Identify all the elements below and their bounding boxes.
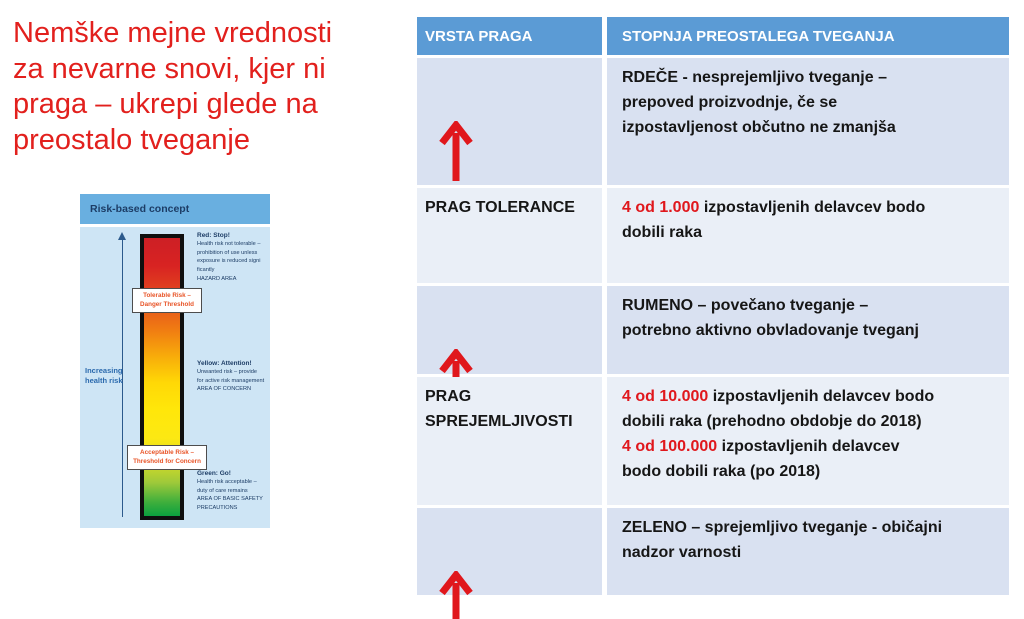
annotation-green-go bbox=[197, 470, 267, 513]
slide-title: Nemške mejne vrednosti za nevarne snovi, kjer ni praga – ukrepi glede na preostalo tveganje bbox=[13, 17, 333, 156]
risk-text: izpostavljenih delavcev bodo dobili raka bbox=[622, 199, 926, 241]
risk-text: RUMENO – povečano tveganje – potrebno aktivno obvladovanje tveganj bbox=[622, 297, 919, 339]
risk-text: RDEČE - nesprejemljivo tveganje – prepoved proizvodnje, če se izpostavljenost občutno ne zmanjša bbox=[622, 69, 896, 136]
threshold-cell: PRAG SPREJEMLJIVOSTI bbox=[417, 377, 602, 505]
up-arrow-icon bbox=[425, 90, 602, 191]
risk-ratio-highlight: 4 od 100.000 bbox=[622, 438, 718, 455]
risk-gradient-bar bbox=[140, 234, 184, 520]
concern-threshold-box: Acceptable Risk – Threshold for Concern bbox=[127, 445, 207, 470]
table-row bbox=[417, 286, 1009, 374]
up-arrow-icon bbox=[425, 540, 602, 619]
annotation-body: Health risk not tolerable – prohibition of use unless exposure is reduced signi ficantly bbox=[197, 241, 261, 273]
risk-cell bbox=[607, 377, 1009, 505]
table-row bbox=[417, 508, 1009, 595]
risk-cell bbox=[607, 286, 1009, 374]
threshold-cell bbox=[417, 58, 602, 185]
annotation-area: AREA OF BASIC SAFETY PRECAUTIONS bbox=[197, 496, 263, 511]
annotation-red-stop bbox=[197, 232, 267, 283]
risk-text: izpostavljenih delavcev bodo dobili raka (po 2018) bbox=[622, 438, 900, 480]
annotation-body: Unwanted risk – provide for active risk management bbox=[197, 369, 265, 384]
annotation-area: AREA OF CONCERN bbox=[197, 386, 252, 393]
table-row bbox=[417, 58, 1009, 185]
risk-cell bbox=[607, 58, 1009, 185]
risk-cell bbox=[607, 508, 1009, 595]
annotation-heading: Red: Stop! bbox=[197, 232, 230, 239]
risk-table bbox=[417, 17, 1009, 598]
axis-label: Increasing health risk bbox=[85, 366, 123, 386]
threshold-cell bbox=[417, 508, 602, 595]
figure-header: Risk-based concept bbox=[80, 194, 270, 224]
figure-body bbox=[80, 227, 270, 528]
danger-threshold-box: Tolerable Risk – Danger Threshold bbox=[132, 288, 202, 313]
annotation-yellow-attention bbox=[197, 360, 267, 394]
table-row bbox=[417, 188, 1009, 283]
annotation-heading: Yellow: Attention! bbox=[197, 360, 252, 367]
column-header-threshold-type: VRSTA PRAGA bbox=[417, 17, 602, 55]
risk-text: ZELENO – sprejemljivo tveganje - običajni nadzor varnosti bbox=[622, 519, 943, 561]
risk-cell bbox=[607, 188, 1009, 283]
risk-ratio-highlight: 4 od 1.000 bbox=[622, 199, 700, 216]
risk-concept-figure bbox=[80, 194, 270, 528]
annotation-area: HAZARD AREA bbox=[197, 275, 237, 282]
risk-ratio-highlight: 4 od 10.000 bbox=[622, 388, 709, 405]
risk-text: izpostavljenih delavcev bodo dobili raka (prehodno obdobje do 2018) bbox=[622, 388, 935, 430]
annotation-body: Health risk acceptable – duty of care remains bbox=[197, 479, 257, 494]
table-header-row bbox=[417, 17, 1009, 55]
axis-arrowhead-icon bbox=[118, 232, 126, 240]
column-header-residual-risk: STOPNJA PREOSTALEGA TVEGANJA bbox=[607, 17, 1009, 55]
table-row bbox=[417, 377, 1009, 505]
annotation-heading: Green: Go! bbox=[197, 470, 231, 477]
threshold-cell: PRAG TOLERANCE bbox=[417, 188, 602, 283]
threshold-cell bbox=[417, 286, 602, 374]
